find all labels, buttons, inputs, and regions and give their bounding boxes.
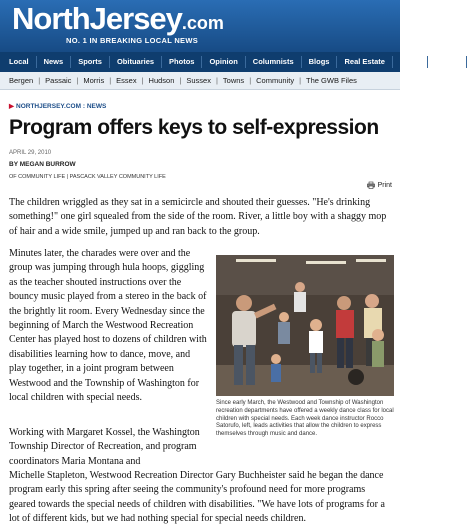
- nav-item-blogs[interactable]: Blogs: [302, 56, 338, 68]
- subnav-item-sussex[interactable]: Sussex: [186, 76, 211, 85]
- breadcrumb: ▶ NORTHJERSEY.COM : NEWS: [9, 103, 107, 110]
- nav-item-photos[interactable]: Photos: [162, 56, 202, 68]
- nav-item-opinion[interactable]: Opinion: [202, 56, 245, 68]
- article-paragraph-3-continued: Michelle Stapleton, Westwood Recreation Director Gary Buchheister said he began the dance program early this spring after seeing the community's profound need for more programs geared towards the special needs of children with disabilities. "We have lots of programs for a lot of different kids, but we had nothing special for special needs children.: [9, 470, 385, 525]
- breadcrumb-section[interactable]: NEWS: [86, 103, 107, 110]
- nav-item-columnists[interactable]: Columnists: [246, 56, 302, 68]
- article-paragraph-1: The children wriggled as they sat in a semicircle and shouted their guesses. "He's drinking something!" one girl squealed from the side of the room. River, a little boy with a shaggy mop of hair and a wide smile, jumped up and ran back to the group.: [9, 197, 387, 237]
- nav-item-sports[interactable]: Sports: [71, 56, 110, 68]
- article-photo[interactable]: [216, 255, 394, 396]
- subnav-item-essex[interactable]: Essex: [116, 76, 137, 85]
- breadcrumb-arrow-icon: ▶: [9, 103, 14, 110]
- nav-item-real-estate[interactable]: Real Estate: [337, 56, 392, 68]
- article-byline: BY MEGAN BURROW: [9, 161, 76, 168]
- subnav-item-passaic[interactable]: Passaic: [45, 76, 72, 85]
- nav-item-ae[interactable]: A & E: [393, 56, 428, 68]
- article-paragraph-3-start: Working with Margaret Kossel, the Washington Township Director of Recreation, and program coordinators Maria Montana and: [9, 427, 200, 467]
- article-affiliation: OF COMMUNITY LIFE | PASCACK VALLEY COMMUNITY LIFE: [9, 174, 166, 180]
- nav-item-news[interactable]: News: [37, 56, 72, 68]
- subnav-item-towns[interactable]: Towns: [222, 76, 245, 85]
- subnav-item-bergen[interactable]: Bergen: [9, 76, 34, 85]
- subnav-item-community[interactable]: Community: [256, 76, 295, 85]
- printer-icon: [367, 182, 375, 189]
- article-date: APRIL 29, 2010: [9, 150, 52, 156]
- print-label: Print: [377, 182, 392, 189]
- nav-item-obituaries[interactable]: Obituaries: [110, 56, 162, 68]
- subnav-item-hudson[interactable]: Hudson: [148, 76, 175, 85]
- subnav-item-morris[interactable]: Morris: [83, 76, 105, 85]
- article-paragraph-2: Minutes later, the charades were over and the group was jumping through hula hoops, giggling as the teacher shouted instructions over the bouncy music played from a stereo in the back of the brightly lit room. Every Wednesday since the beginning of March the Westwood Recreation Center has played host to dozens of children with disabilities learning how to dance, move, and play together, in a joint program between Westwood and the Township of Washington for local children with special needs.: [9, 248, 207, 404]
- photo-caption: Since early March, the Westwood and Township of Washington recreation departments have offered a weekly dance class for local children with special needs. Each week dance instructor Rocco Satorufo, left, leads activities that allow the children to express themselves through music and dance.: [216, 400, 394, 438]
- nav-item-local[interactable]: Local: [0, 56, 37, 68]
- site-logo[interactable]: NorthJersey.com: [12, 1, 224, 36]
- breadcrumb-site[interactable]: NORTHJERSEY.COM: [16, 103, 82, 110]
- sub-nav: Bergen | Passaic | Morris | Essex | Hudson | Sussex | Towns | Community | The GWB Files: [0, 72, 400, 90]
- subnav-item-gwb-files[interactable]: The GWB Files: [306, 76, 357, 85]
- print-button[interactable]: [367, 182, 392, 189]
- main-nav: [0, 52, 460, 72]
- dance-class-photo: [216, 255, 394, 396]
- site-tagline: NO. 1 IN BREAKING LOCAL NEWS: [66, 36, 199, 45]
- article-headline: Program offers keys to self-expression: [9, 116, 379, 139]
- masthead: [0, 0, 400, 52]
- nav-item-events[interactable]: Events: [428, 56, 467, 68]
